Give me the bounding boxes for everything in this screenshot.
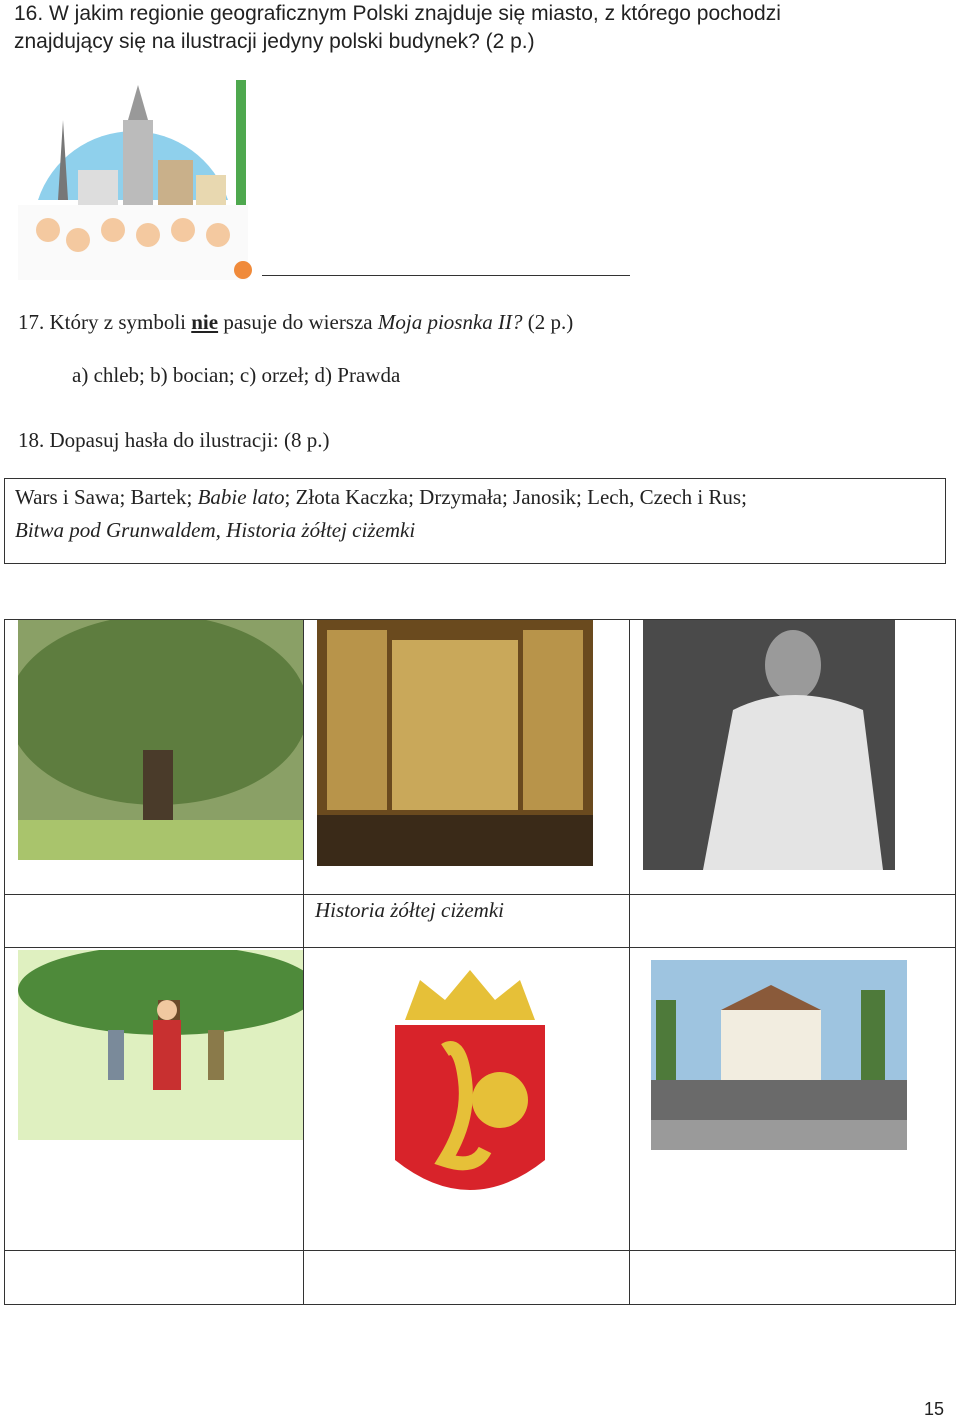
grid-divider (629, 620, 630, 1304)
word-bank-part1: Wars i Sawa; Bartek; (15, 485, 198, 509)
question-16-line2: znajdujący się na ilustracji jedyny polski budynek? (2 p.) (14, 30, 535, 53)
word-bank (4, 478, 946, 564)
grid-divider (5, 1250, 955, 1251)
palace-photo (651, 960, 907, 1150)
question-16-line1: 16. W jakim regionie geograficznym Polski znajduje się miasto, z którego pochodzi (14, 2, 781, 25)
q17-emph: nie (191, 310, 219, 334)
word-bank-part4: Bitwa pod Grunwaldem, Historia żółtej ciżemki (15, 518, 416, 542)
q17-title: Moja piosnka II? (377, 310, 523, 334)
q17-prefix: 17. Który z symboli (18, 310, 192, 334)
question-16 (14, 0, 944, 56)
grid-divider (5, 947, 955, 948)
word-bank-part3: ; Złota Kaczka; Drzymała; Janosik; Lech, Czech i Rus; (284, 485, 747, 509)
page-number: 15 (923, 1399, 944, 1419)
q17-mid: pasuje do wiersza (218, 310, 378, 334)
answer-line-16[interactable] (262, 275, 630, 276)
word-bank-part2: Babie lato (197, 485, 285, 509)
grid-divider (5, 894, 955, 895)
question-17 (18, 308, 573, 336)
grid-answer-r1c2: Historia żółtej ciżemki (315, 898, 504, 922)
grid-divider (303, 620, 304, 1304)
warsaw-coat-of-arms (385, 960, 555, 1220)
illustration-grid (4, 619, 956, 1305)
q17-suffix: (2 p.) (522, 310, 574, 334)
city-illustration (18, 80, 258, 280)
legend-figures-illustration (18, 950, 303, 1140)
question-18: 18. Dopasuj hasła do ilustracji: (8 p.) (18, 428, 330, 452)
question-17-options: a) chleb; b) bocian; c) orzeł; d) Prawda (72, 363, 401, 387)
oak-tree-photo (18, 620, 303, 860)
altar-photo (317, 620, 593, 866)
man-portrait-photo (643, 620, 895, 870)
